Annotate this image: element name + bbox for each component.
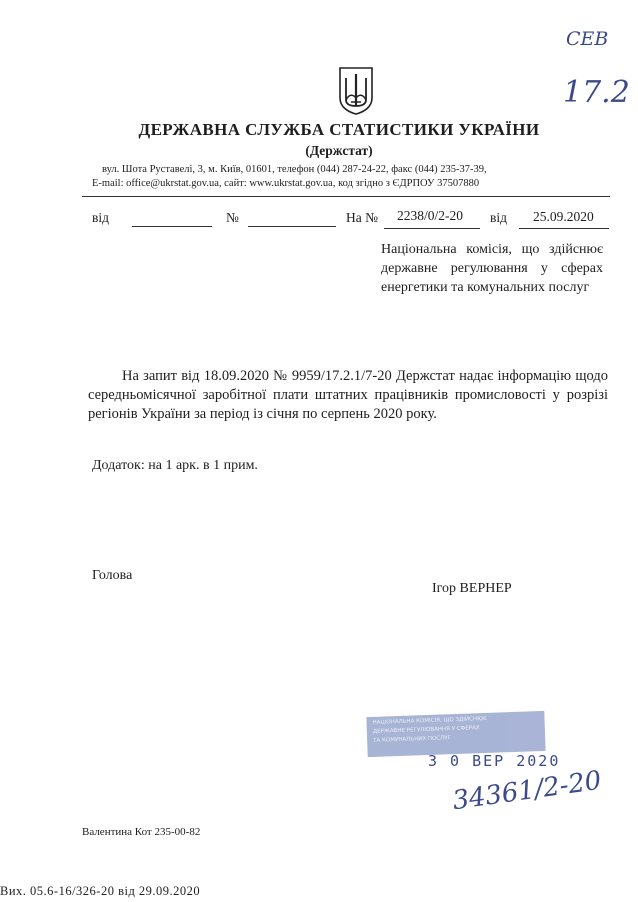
reply-number: 2238/0/2-20 — [397, 208, 463, 223]
letter-body: На запит від 18.09.2020 № 9959/17.2.1/7-20 Держстат надає інформацію щодо середньомісячної заробітної плати штатних працівників промисловості у розрізі регіонів України за період із січня по серпень 2020 року. — [88, 368, 608, 422]
stamp-line-3: ТА КОМУНАЛЬНИХ ПОСЛУГ — [373, 735, 452, 744]
reply-label: На № — [346, 210, 378, 225]
coat-of-arms-icon — [337, 66, 375, 116]
reply-number-line — [384, 228, 480, 229]
handwritten-note-number: 17.2 — [563, 75, 630, 110]
contact-person: Валентина Кот 235-00-82 — [82, 826, 201, 838]
organization-short-name: (Держстат) — [305, 143, 373, 158]
incoming-stamp — [366, 711, 545, 757]
organization-address: вул. Шота Руставелі, 3, м. Київ, 01601, телефон (044) 287-24-22, факс (044) 235-37-39, — [102, 164, 487, 175]
recipient-block: Національна комісія, що здійснює державне регулювання у сферах енергетики та комунальних послуг — [381, 242, 603, 295]
from-label: від — [92, 210, 109, 225]
organization-name: ДЕРЖАВНА СЛУЖБА СТАТИСТИКИ УКРАЇНИ — [138, 120, 540, 139]
from-date-line — [132, 226, 212, 227]
reply-date-label: від — [490, 210, 507, 225]
stamp-line-1: НАЦІОНАЛЬНА КОМІСІЯ, ЩО ЗДІЙСНЮЄ — [372, 715, 487, 726]
reply-date-line — [519, 228, 609, 229]
signatory-name: Ігор ВЕРНЕР — [432, 581, 512, 596]
header-divider — [82, 196, 610, 197]
organization-contacts: E-mail: office@ukrstat.gov.ua, сайт: www.ukrstat.gov.ua, код згідно з ЄДРПОУ 37507880 — [92, 178, 480, 189]
reply-date: 25.09.2020 — [533, 209, 594, 224]
annex-note: Додаток: на 1 арк. в 1 прим. — [92, 458, 258, 473]
signatory-title: Голова — [92, 568, 133, 583]
stamp-registration-number: 34361/2-20 — [450, 765, 604, 817]
handwritten-note-top: СЕВ — [566, 28, 609, 50]
stamp-date: 3 0 ВЕР 2020 — [428, 752, 561, 770]
outgoing-registration: Вих. 05.6-16/326-20 від 29.09.2020 — [0, 884, 201, 898]
number-label: № — [226, 210, 239, 225]
stamp-line-2: ДЕРЖАВНЕ РЕГУЛЮВАННЯ У СФЕРАХ — [372, 725, 480, 735]
number-line — [248, 226, 336, 227]
